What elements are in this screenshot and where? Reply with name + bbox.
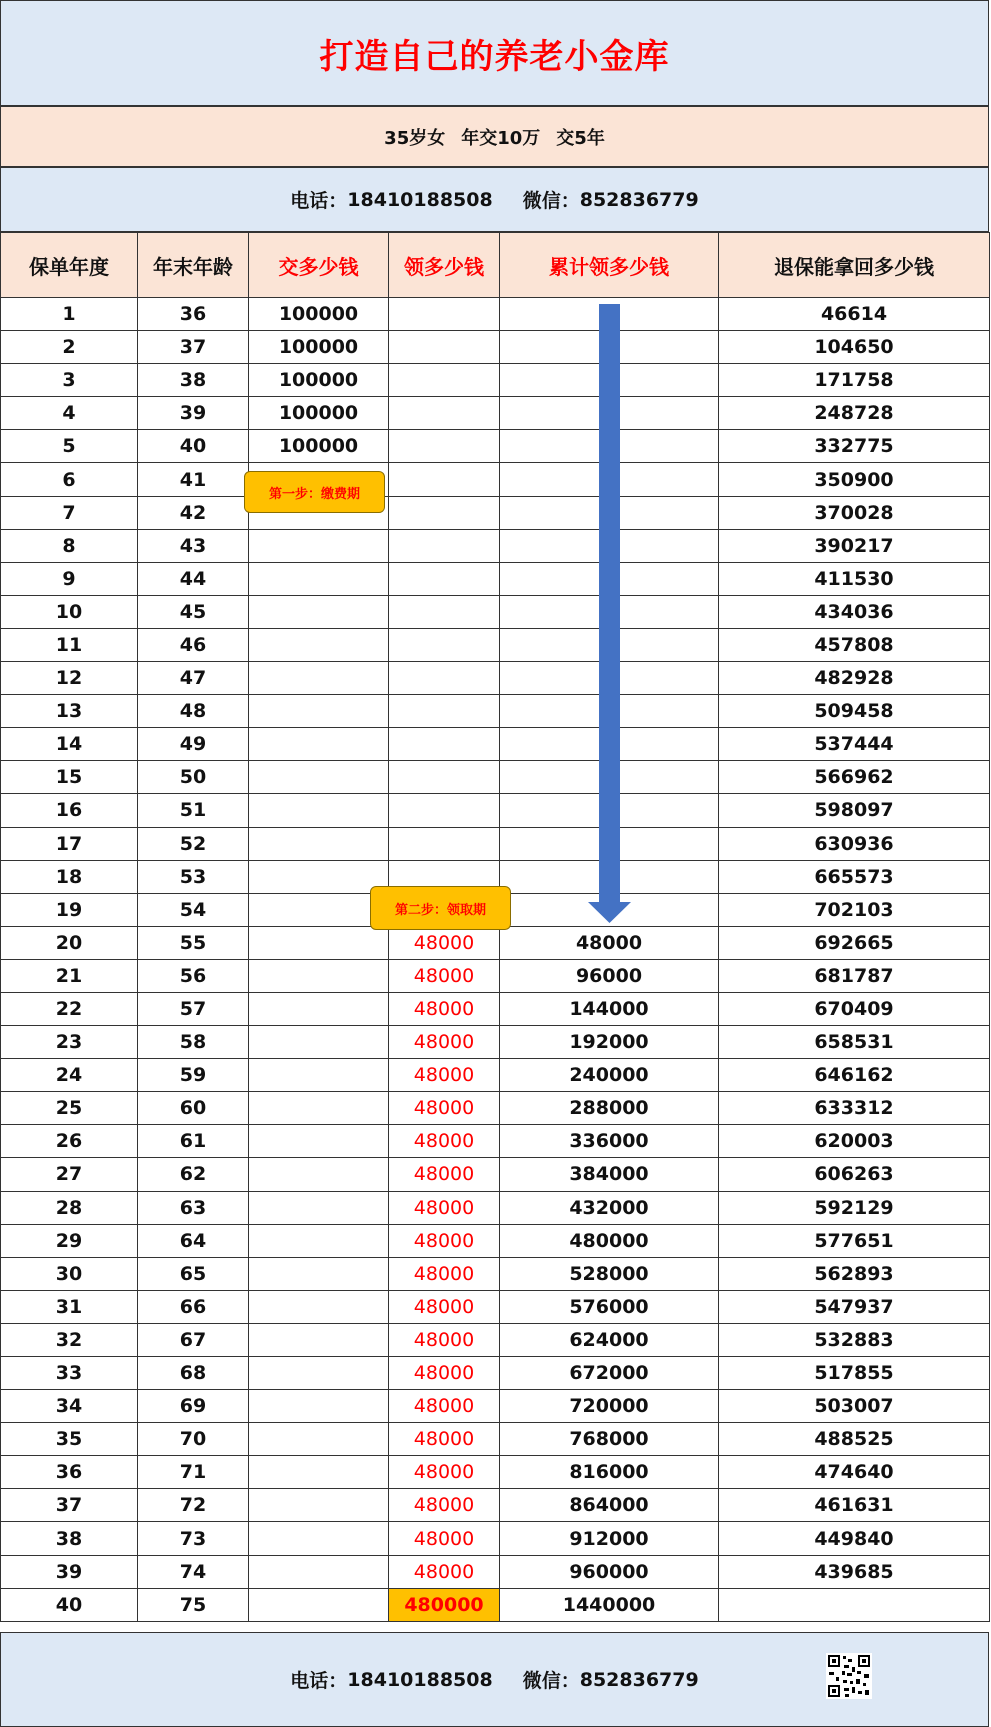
cell-age: 41 xyxy=(138,463,249,496)
table-row xyxy=(1,1357,990,1390)
cell-surrender-value: 104650 xyxy=(719,331,990,364)
wechat-id: 852836779 xyxy=(579,188,699,211)
cell-cumulative-payout: 624000 xyxy=(500,1323,719,1356)
cell-surrender-value: 46614 xyxy=(719,298,990,331)
header-policy-year: 保单年度 xyxy=(1,233,138,298)
cell-surrender-value: 598097 xyxy=(719,794,990,827)
table-row xyxy=(1,628,990,661)
cell-premium xyxy=(249,1489,389,1522)
table-row xyxy=(1,1588,990,1621)
cell-premium xyxy=(249,1522,389,1555)
table-row xyxy=(1,1489,990,1522)
cell-premium xyxy=(249,992,389,1025)
cell-age: 71 xyxy=(138,1456,249,1489)
cell-cumulative-payout: 432000 xyxy=(500,1191,719,1224)
cell-age: 54 xyxy=(138,893,249,926)
cell-age: 75 xyxy=(138,1588,249,1621)
cell-cumulative-payout: 336000 xyxy=(500,1125,719,1158)
cell-payout xyxy=(389,496,500,529)
cell-policy-year: 40 xyxy=(1,1588,138,1621)
table-row xyxy=(1,1522,990,1555)
cell-surrender-value: 503007 xyxy=(719,1390,990,1423)
cell-payout: 48000 xyxy=(389,1489,500,1522)
cell-policy-year: 11 xyxy=(1,628,138,661)
callout-payout-period: 第二步：领取期 xyxy=(370,886,511,930)
payment-term: 交5年 xyxy=(556,127,605,149)
footer-wechat-label: 微信： xyxy=(522,1670,580,1692)
cell-age: 49 xyxy=(138,728,249,761)
table-header-row xyxy=(1,233,990,298)
cell-payout xyxy=(389,728,500,761)
table-row xyxy=(1,463,990,496)
cell-premium xyxy=(249,794,389,827)
cell-premium xyxy=(249,1290,389,1323)
phone-label: 电话： xyxy=(290,190,348,212)
cell-policy-year: 18 xyxy=(1,860,138,893)
cell-surrender-value: 411530 xyxy=(719,562,990,595)
cell-cumulative-payout: 288000 xyxy=(500,1092,719,1125)
cell-age: 59 xyxy=(138,1059,249,1092)
cell-cumulative-payout: 1440000 xyxy=(500,1588,719,1621)
cell-age: 46 xyxy=(138,628,249,661)
cell-surrender-value: 370028 xyxy=(719,496,990,529)
cell-age: 55 xyxy=(138,926,249,959)
cell-policy-year: 31 xyxy=(1,1290,138,1323)
cell-premium xyxy=(249,695,389,728)
cell-age: 64 xyxy=(138,1224,249,1257)
cell-cumulative-payout: 528000 xyxy=(500,1257,719,1290)
cell-age: 66 xyxy=(138,1290,249,1323)
header-age: 年末年龄 xyxy=(138,233,249,298)
cell-surrender-value: 702103 xyxy=(719,893,990,926)
cell-payout: 48000 xyxy=(389,1059,500,1092)
table-row xyxy=(1,1290,990,1323)
cell-surrender-value: 562893 xyxy=(719,1257,990,1290)
age-gender: 35岁女 xyxy=(384,127,446,149)
table-row xyxy=(1,430,990,463)
down-arrow-icon xyxy=(588,304,634,924)
cell-surrender-value: 630936 xyxy=(719,827,990,860)
cell-surrender-value: 474640 xyxy=(719,1456,990,1489)
cell-surrender-value: 509458 xyxy=(719,695,990,728)
cell-surrender-value: 646162 xyxy=(719,1059,990,1092)
cell-surrender-value: 171758 xyxy=(719,364,990,397)
table-row xyxy=(1,728,990,761)
header-cumulative-payout: 累计领多少钱 xyxy=(500,233,719,298)
cell-age: 47 xyxy=(138,662,249,695)
cell-surrender-value: 577651 xyxy=(719,1224,990,1257)
callout-payment-period: 第一步：缴费期 xyxy=(244,471,385,513)
cell-premium: 100000 xyxy=(249,298,389,331)
header-surrender-value: 退保能拿回多少钱 xyxy=(719,233,990,298)
cell-premium xyxy=(249,1092,389,1125)
cell-cumulative-payout: 144000 xyxy=(500,992,719,1025)
cell-surrender-value: 248728 xyxy=(719,397,990,430)
cell-policy-year: 30 xyxy=(1,1257,138,1290)
cell-surrender-value: 566962 xyxy=(719,761,990,794)
cell-surrender-value: 488525 xyxy=(719,1423,990,1456)
contact-top xyxy=(0,167,989,232)
cell-premium xyxy=(249,1390,389,1423)
footer-phone-number: 18410188508 xyxy=(347,1668,493,1691)
header-payout: 领多少钱 xyxy=(389,233,500,298)
cell-policy-year: 24 xyxy=(1,1059,138,1092)
table-row xyxy=(1,562,990,595)
cell-age: 38 xyxy=(138,364,249,397)
cell-payout: 48000 xyxy=(389,1357,500,1390)
cell-age: 58 xyxy=(138,1026,249,1059)
table-row xyxy=(1,761,990,794)
cell-payout xyxy=(389,397,500,430)
cell-age: 70 xyxy=(138,1423,249,1456)
cell-surrender-value: 449840 xyxy=(719,1522,990,1555)
cell-age: 53 xyxy=(138,860,249,893)
cell-payout xyxy=(389,794,500,827)
cell-age: 44 xyxy=(138,562,249,595)
cell-policy-year: 16 xyxy=(1,794,138,827)
cell-payout xyxy=(389,298,500,331)
header-premium: 交多少钱 xyxy=(249,233,389,298)
cell-policy-year: 23 xyxy=(1,1026,138,1059)
cell-payout xyxy=(389,595,500,628)
cell-age: 67 xyxy=(138,1323,249,1356)
cell-surrender-value: 390217 xyxy=(719,529,990,562)
cell-surrender-value: 350900 xyxy=(719,463,990,496)
cell-age: 63 xyxy=(138,1191,249,1224)
table-row xyxy=(1,1092,990,1125)
cell-surrender-value: 670409 xyxy=(719,992,990,1025)
cell-premium xyxy=(249,1059,389,1092)
cell-surrender-value: 620003 xyxy=(719,1125,990,1158)
cell-age: 40 xyxy=(138,430,249,463)
cell-premium xyxy=(249,1323,389,1356)
cell-payout: 48000 xyxy=(389,926,500,959)
cell-policy-year: 37 xyxy=(1,1489,138,1522)
cell-cumulative-payout: 480000 xyxy=(500,1224,719,1257)
table-row xyxy=(1,364,990,397)
cell-policy-year: 29 xyxy=(1,1224,138,1257)
cell-policy-year: 1 xyxy=(1,298,138,331)
table-row xyxy=(1,1224,990,1257)
cell-payout xyxy=(389,463,500,496)
cell-age: 39 xyxy=(138,397,249,430)
cell-payout xyxy=(389,827,500,860)
cell-surrender-value: 547937 xyxy=(719,1290,990,1323)
cell-payout: 48000 xyxy=(389,1390,500,1423)
cell-policy-year: 34 xyxy=(1,1390,138,1423)
cell-payout: 48000 xyxy=(389,959,500,992)
cell-payout xyxy=(389,331,500,364)
table-row xyxy=(1,1059,990,1092)
cell-payout xyxy=(389,364,500,397)
cell-surrender-value: 537444 xyxy=(719,728,990,761)
cell-policy-year: 20 xyxy=(1,926,138,959)
cell-age: 69 xyxy=(138,1390,249,1423)
cell-policy-year: 26 xyxy=(1,1125,138,1158)
cell-policy-year: 10 xyxy=(1,595,138,628)
cell-premium xyxy=(249,926,389,959)
cell-policy-year: 27 xyxy=(1,1158,138,1191)
cell-surrender-value: 439685 xyxy=(719,1555,990,1588)
cell-premium xyxy=(249,1588,389,1621)
cell-surrender-value: 482928 xyxy=(719,662,990,695)
table-row xyxy=(1,1555,990,1588)
cell-premium xyxy=(249,959,389,992)
cell-cumulative-payout: 384000 xyxy=(500,1158,719,1191)
cell-surrender-value: 592129 xyxy=(719,1191,990,1224)
cell-surrender-value: 532883 xyxy=(719,1323,990,1356)
footer-phone-label: 电话： xyxy=(290,1670,348,1692)
cell-premium xyxy=(249,1026,389,1059)
cell-payout: 48000 xyxy=(389,1125,500,1158)
table-row xyxy=(1,662,990,695)
cell-premium xyxy=(249,893,389,926)
cell-cumulative-payout: 816000 xyxy=(500,1456,719,1489)
cell-premium xyxy=(249,1191,389,1224)
cell-payout: 48000 xyxy=(389,1522,500,1555)
cell-policy-year: 14 xyxy=(1,728,138,761)
cell-surrender-value: 517855 xyxy=(719,1357,990,1390)
cell-policy-year: 6 xyxy=(1,463,138,496)
cell-cumulative-payout: 768000 xyxy=(500,1423,719,1456)
cell-payout xyxy=(389,761,500,794)
cell-premium xyxy=(249,529,389,562)
cell-payout: 48000 xyxy=(389,1158,500,1191)
table-row xyxy=(1,926,990,959)
cell-premium xyxy=(249,827,389,860)
cell-age: 73 xyxy=(138,1522,249,1555)
cell-policy-year: 13 xyxy=(1,695,138,728)
cell-payout xyxy=(389,662,500,695)
table-row xyxy=(1,992,990,1025)
annual-premium: 年交10万 xyxy=(461,127,541,149)
cell-age: 51 xyxy=(138,794,249,827)
cell-premium xyxy=(249,595,389,628)
cell-age: 65 xyxy=(138,1257,249,1290)
cell-cumulative-payout: 864000 xyxy=(500,1489,719,1522)
cell-surrender-value: 633312 xyxy=(719,1092,990,1125)
cell-surrender-value: 332775 xyxy=(719,430,990,463)
cell-payout: 480000 xyxy=(389,1588,500,1621)
cell-surrender-value: 457808 xyxy=(719,628,990,661)
cell-surrender-value: 681787 xyxy=(719,959,990,992)
table-row xyxy=(1,1456,990,1489)
cell-age: 48 xyxy=(138,695,249,728)
table-row xyxy=(1,1323,990,1356)
cell-premium xyxy=(249,860,389,893)
cell-surrender-value: 692665 xyxy=(719,926,990,959)
cell-age: 56 xyxy=(138,959,249,992)
cell-premium xyxy=(249,1555,389,1588)
cell-premium: 100000 xyxy=(249,430,389,463)
cell-premium: 100000 xyxy=(249,397,389,430)
cell-policy-year: 39 xyxy=(1,1555,138,1588)
cell-premium: 100000 xyxy=(249,364,389,397)
table-row xyxy=(1,529,990,562)
cell-premium xyxy=(249,728,389,761)
table-row xyxy=(1,1390,990,1423)
cell-payout xyxy=(389,562,500,595)
cell-premium: 100000 xyxy=(249,331,389,364)
cell-surrender-value: 434036 xyxy=(719,595,990,628)
cell-age: 60 xyxy=(138,1092,249,1125)
cell-cumulative-payout: 192000 xyxy=(500,1026,719,1059)
cell-payout: 48000 xyxy=(389,1323,500,1356)
cell-policy-year: 33 xyxy=(1,1357,138,1390)
cell-policy-year: 36 xyxy=(1,1456,138,1489)
table-row xyxy=(1,794,990,827)
table-row xyxy=(1,331,990,364)
cell-age: 36 xyxy=(138,298,249,331)
cell-payout: 48000 xyxy=(389,1555,500,1588)
cell-surrender-value: 606263 xyxy=(719,1158,990,1191)
cell-policy-year: 12 xyxy=(1,662,138,695)
table-row xyxy=(1,1423,990,1456)
table-row xyxy=(1,595,990,628)
cell-age: 61 xyxy=(138,1125,249,1158)
cell-policy-year: 5 xyxy=(1,430,138,463)
cell-policy-year: 17 xyxy=(1,827,138,860)
cell-policy-year: 35 xyxy=(1,1423,138,1456)
cell-age: 74 xyxy=(138,1555,249,1588)
cell-policy-year: 7 xyxy=(1,496,138,529)
cell-premium xyxy=(249,1224,389,1257)
cell-policy-year: 8 xyxy=(1,529,138,562)
cell-policy-year: 19 xyxy=(1,893,138,926)
table-row xyxy=(1,1257,990,1290)
cell-age: 42 xyxy=(138,496,249,529)
cell-payout: 48000 xyxy=(389,1026,500,1059)
cell-cumulative-payout: 576000 xyxy=(500,1290,719,1323)
cell-policy-year: 4 xyxy=(1,397,138,430)
cell-cumulative-payout: 720000 xyxy=(500,1390,719,1423)
cell-payout xyxy=(389,628,500,661)
cell-policy-year: 32 xyxy=(1,1323,138,1356)
table-row xyxy=(1,1191,990,1224)
table-row xyxy=(1,959,990,992)
cell-age: 62 xyxy=(138,1158,249,1191)
cell-cumulative-payout: 48000 xyxy=(500,926,719,959)
footer-wechat-id: 852836779 xyxy=(579,1668,699,1691)
cell-age: 57 xyxy=(138,992,249,1025)
cell-cumulative-payout: 672000 xyxy=(500,1357,719,1390)
cell-policy-year: 28 xyxy=(1,1191,138,1224)
cell-premium xyxy=(249,1357,389,1390)
cell-policy-year: 2 xyxy=(1,331,138,364)
cell-policy-year: 25 xyxy=(1,1092,138,1125)
cell-age: 43 xyxy=(138,529,249,562)
cell-age: 37 xyxy=(138,331,249,364)
cell-policy-year: 22 xyxy=(1,992,138,1025)
cell-age: 52 xyxy=(138,827,249,860)
cell-policy-year: 3 xyxy=(1,364,138,397)
page-title: 打造自己的养老小金库 xyxy=(0,0,989,106)
cell-surrender-value: 461631 xyxy=(719,1489,990,1522)
cell-payout: 48000 xyxy=(389,992,500,1025)
cell-payout: 48000 xyxy=(389,1456,500,1489)
table-row xyxy=(1,298,990,331)
cell-age: 72 xyxy=(138,1489,249,1522)
cell-payout: 48000 xyxy=(389,1224,500,1257)
cell-premium xyxy=(249,761,389,794)
phone-number: 18410188508 xyxy=(347,188,493,211)
cell-premium xyxy=(249,562,389,595)
cell-policy-year: 15 xyxy=(1,761,138,794)
cell-age: 50 xyxy=(138,761,249,794)
qr-code-icon xyxy=(826,1653,872,1699)
cell-premium xyxy=(249,1158,389,1191)
table-row xyxy=(1,1125,990,1158)
wechat-label: 微信： xyxy=(522,190,580,212)
cell-premium xyxy=(249,1257,389,1290)
table-row xyxy=(1,827,990,860)
cell-payout: 48000 xyxy=(389,1290,500,1323)
cell-cumulative-payout: 912000 xyxy=(500,1522,719,1555)
table-row xyxy=(1,1158,990,1191)
cell-premium xyxy=(249,662,389,695)
cell-surrender-value xyxy=(719,1588,990,1621)
cell-premium xyxy=(249,628,389,661)
cell-age: 45 xyxy=(138,595,249,628)
cell-premium xyxy=(249,1456,389,1489)
cell-cumulative-payout: 96000 xyxy=(500,959,719,992)
cell-payout xyxy=(389,430,500,463)
cell-payout: 48000 xyxy=(389,1257,500,1290)
cell-payout: 48000 xyxy=(389,1423,500,1456)
table-row xyxy=(1,695,990,728)
cell-surrender-value: 658531 xyxy=(719,1026,990,1059)
cell-policy-year: 9 xyxy=(1,562,138,595)
cell-premium xyxy=(249,1125,389,1158)
cell-age: 68 xyxy=(138,1357,249,1390)
cell-payout: 48000 xyxy=(389,1092,500,1125)
table-row xyxy=(1,397,990,430)
cell-payout xyxy=(389,529,500,562)
cell-policy-year: 38 xyxy=(1,1522,138,1555)
policy-summary xyxy=(0,106,989,167)
cell-payout: 48000 xyxy=(389,1191,500,1224)
cell-surrender-value: 665573 xyxy=(719,860,990,893)
cell-premium xyxy=(249,1423,389,1456)
table-row xyxy=(1,496,990,529)
table-row xyxy=(1,1026,990,1059)
cell-cumulative-payout: 240000 xyxy=(500,1059,719,1092)
cell-policy-year: 21 xyxy=(1,959,138,992)
cell-cumulative-payout: 960000 xyxy=(500,1555,719,1588)
cell-payout xyxy=(389,695,500,728)
